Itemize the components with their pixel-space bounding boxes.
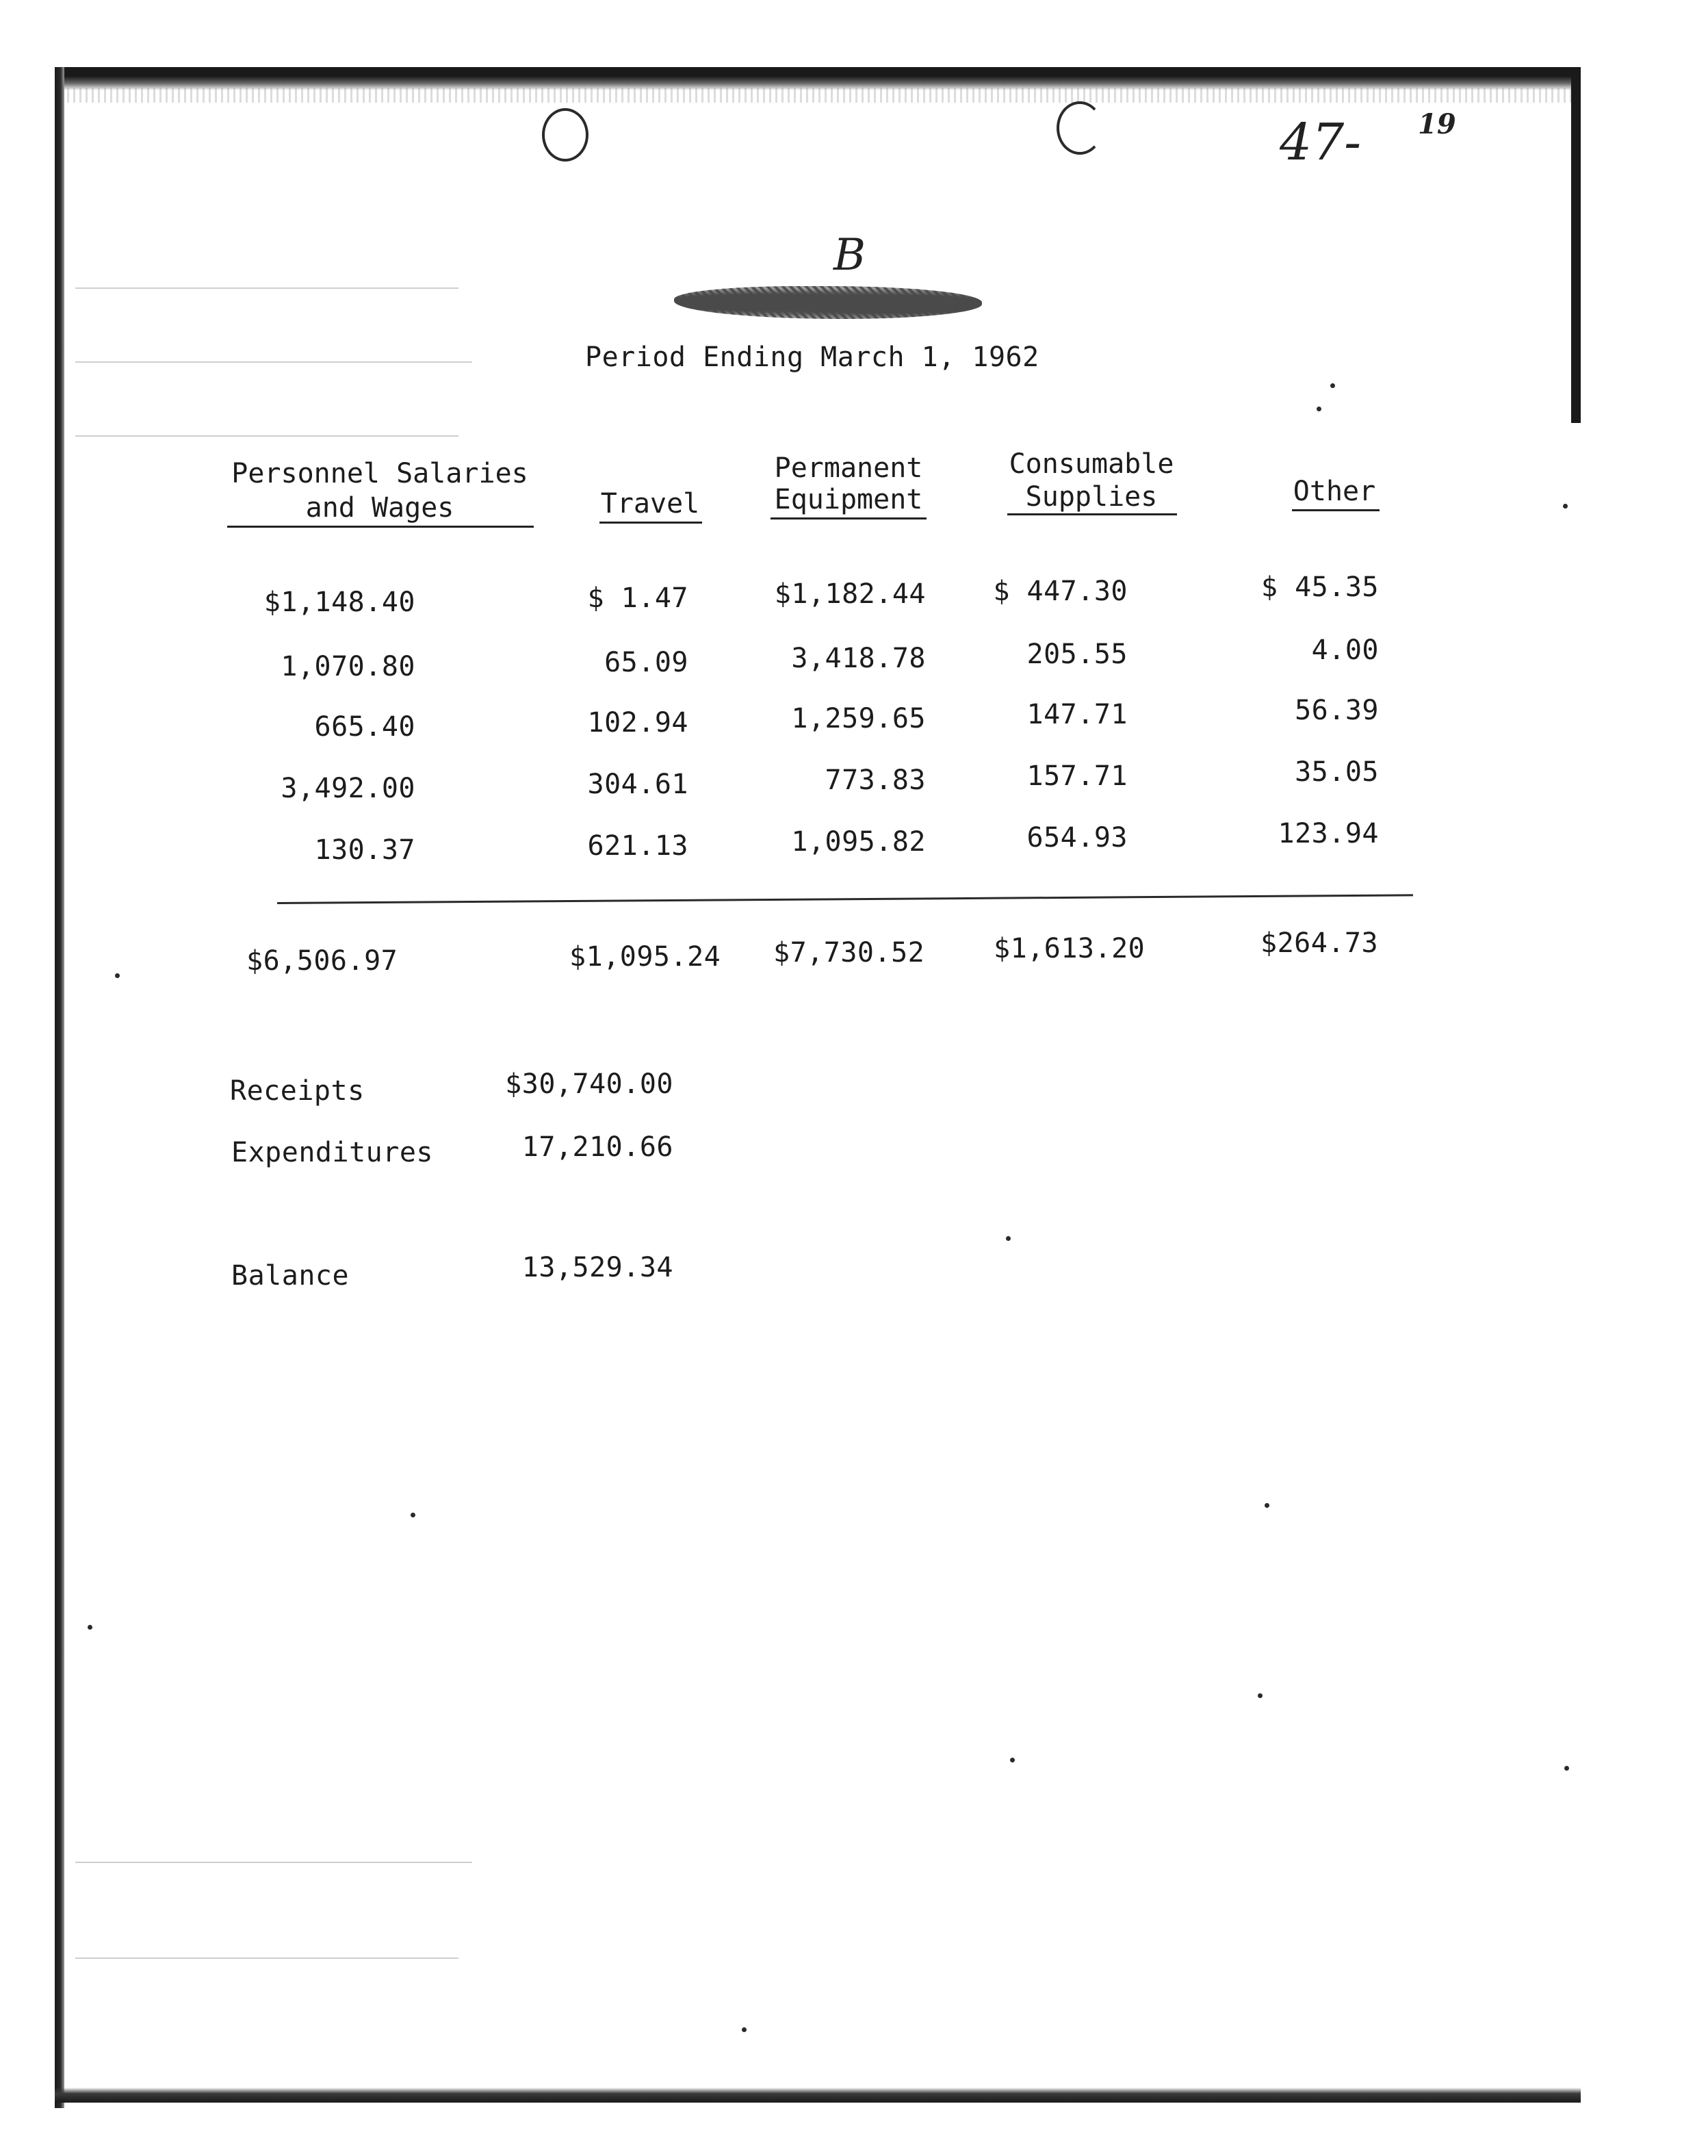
total-equipment: $7,730.52 (773, 937, 925, 968)
corner-file-mark: 47- (1280, 113, 1362, 172)
cell-supplies: 157.71 (1026, 760, 1128, 792)
cell-travel: 304.61 (587, 769, 688, 800)
total-supplies: $1,613.20 (994, 933, 1146, 964)
scan-border-top (55, 67, 1581, 90)
punch-hole-left (542, 108, 588, 162)
scan-border-bottom (55, 2088, 1581, 2103)
cell-supplies: 205.55 (1026, 639, 1128, 670)
scan-speck (1258, 1693, 1263, 1698)
punch-hole-right (1057, 101, 1103, 155)
scan-speck (1317, 407, 1321, 411)
cell-supplies: 147.71 (1026, 699, 1128, 730)
col-header-supplies-line2: Supplies (1025, 481, 1158, 513)
cell-supplies: 654.93 (1026, 822, 1128, 854)
corner-file-mark-superscript: 19 (1418, 108, 1456, 140)
cell-other: 56.39 (1295, 695, 1379, 726)
period-heading: Period Ending March 1, 1962 (585, 342, 1039, 373)
cell-travel: 65.09 (604, 647, 688, 678)
scan-speck (1564, 1766, 1569, 1771)
scan-border-right (1571, 67, 1581, 423)
section-letter: B (833, 230, 866, 281)
cell-other: 123.94 (1278, 818, 1379, 849)
col-underline (599, 522, 702, 524)
total-travel: $1,095.24 (569, 941, 721, 973)
cell-equipment: 3,418.78 (791, 643, 926, 674)
col-header-personnel-line2: and Wages (305, 492, 454, 524)
cell-travel: $ 1.47 (587, 582, 688, 614)
ghost-line (75, 1958, 458, 1959)
scan-speck (742, 2027, 747, 2032)
col-underline (771, 517, 927, 519)
cell-travel: 621.13 (587, 830, 688, 862)
expenditures-label: Expenditures (231, 1137, 433, 1168)
col-header-supplies-line1: Consumable (1009, 448, 1174, 480)
cell-supplies: $ 447.30 (993, 576, 1128, 607)
total-other: $264.73 (1260, 927, 1379, 959)
scan-speck (1006, 1236, 1011, 1241)
scan-border-left (55, 67, 64, 2108)
cell-other: $ 45.35 (1260, 572, 1379, 603)
scan-speck (88, 1625, 92, 1630)
cell-equipment: 773.83 (825, 765, 926, 796)
col-underline (1007, 513, 1177, 515)
ghost-line (75, 1862, 472, 1863)
ghost-line (75, 287, 458, 289)
cell-travel: 102.94 (587, 707, 688, 739)
col-header-other: Other (1293, 476, 1376, 507)
col-header-equipment-line1: Permanent (774, 452, 923, 484)
col-underline (1292, 509, 1380, 511)
scan-speck (411, 1513, 415, 1517)
redaction-scribble (674, 286, 982, 319)
col-header-equipment-line2: Equipment (774, 484, 923, 515)
cell-equipment: 1,259.65 (791, 703, 926, 734)
cell-equipment: $1,182.44 (774, 578, 926, 610)
balance-label: Balance (231, 1260, 350, 1292)
scan-speck (1010, 1758, 1015, 1762)
col-underline (227, 526, 534, 528)
total-personnel: $6,506.97 (246, 945, 398, 977)
col-header-travel: Travel (600, 488, 700, 519)
receipts-label: Receipts (230, 1075, 365, 1107)
cell-other: 35.05 (1295, 756, 1379, 788)
ghost-line (75, 435, 458, 437)
scan-speck (1265, 1503, 1269, 1508)
col-header-personnel-line1: Personnel Salaries (231, 458, 528, 489)
receipts-value: $30,740.00 (505, 1068, 673, 1100)
balance-value: 13,529.34 (521, 1252, 673, 1283)
cell-personnel: 130.37 (314, 834, 415, 866)
scan-speck (1330, 383, 1335, 388)
scan-speckle (55, 88, 1581, 103)
scan-speck (1563, 504, 1568, 509)
cell-other: 4.00 (1311, 634, 1379, 666)
cell-equipment: 1,095.82 (791, 826, 926, 858)
scan-speck (115, 973, 120, 978)
expenditures-value: 17,210.66 (521, 1131, 673, 1163)
cell-personnel: $1,148.40 (263, 587, 415, 618)
ghost-line (75, 361, 472, 363)
cell-personnel: 665.40 (314, 711, 415, 743)
totals-rule (277, 894, 1413, 904)
cell-personnel: 1,070.80 (281, 651, 415, 682)
cell-personnel: 3,492.00 (281, 773, 415, 804)
